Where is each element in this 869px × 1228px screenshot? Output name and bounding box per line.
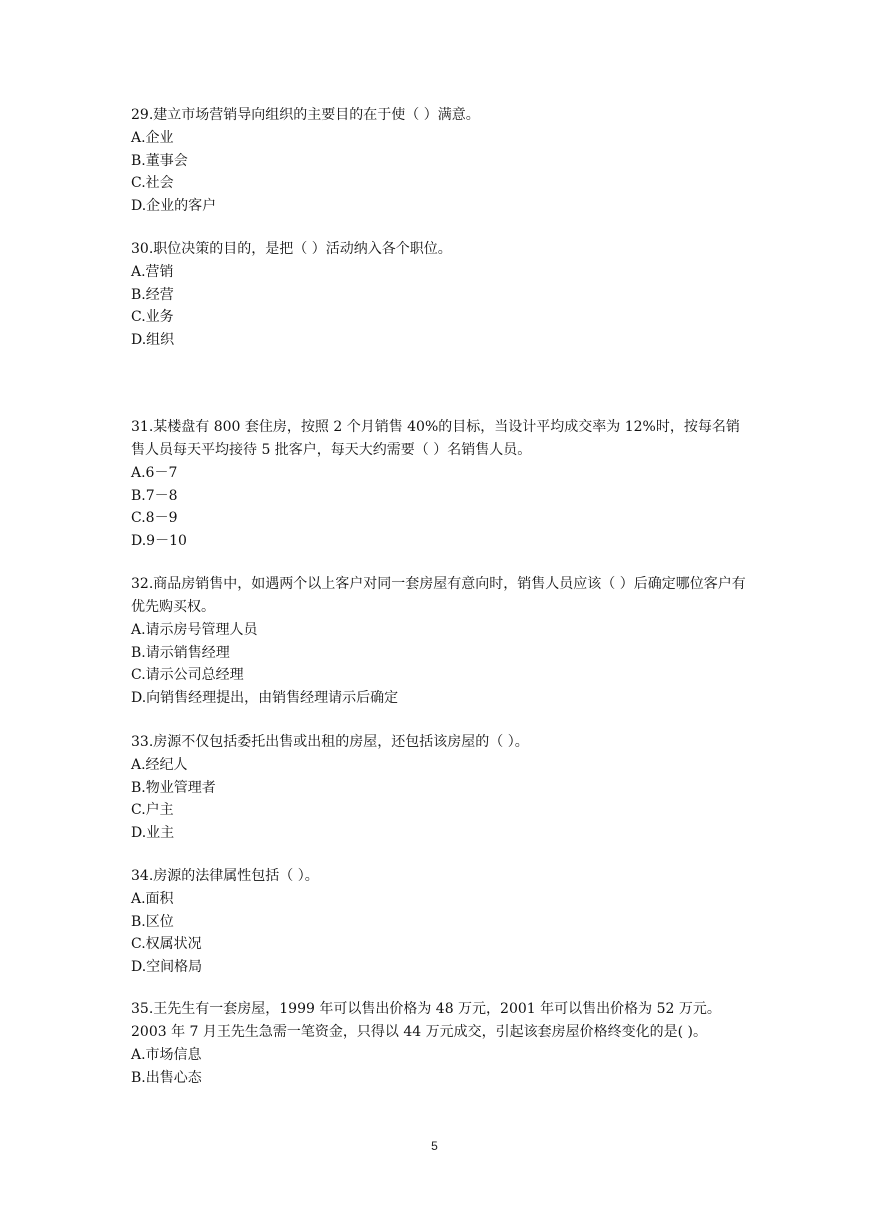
option-c: C.社会 <box>131 175 174 192</box>
option-a: A.营销 <box>131 264 174 280</box>
question-text: 35.王先生有一套房屋，1999 年可以售出价格为 48 万元，2001 年可以售出价格为 52 万元。2003 年 7 月王先生急需一笔资金，只得以 44 万元成交，引起该套房屋价格终变化的是( )。 <box>131 1001 721 1040</box>
question-text: 30.职位决策的目的，是把（ ）活动纳入各个职位。 <box>131 241 452 257</box>
option-a: A.市场信息 <box>131 1047 202 1063</box>
option-d: D.9－10 <box>131 532 187 549</box>
option-b: B.经营 <box>131 286 174 303</box>
question-text: 32.商品房销售中，如遇两个以上客户对同一套房屋有意向时，销售人员应该（ ）后确定哪位客户有优先购买权。 <box>131 576 746 615</box>
question-33 <box>131 731 751 844</box>
option-a: A.企业 <box>131 130 174 146</box>
option-d: D.企业的客户 <box>131 197 217 214</box>
question-29 <box>131 104 751 217</box>
option-b: B.请示销售经理 <box>131 644 230 661</box>
option-b: B.物业管理者 <box>131 779 216 796</box>
option-d: D.空间格局 <box>131 958 203 975</box>
option-a: A.请示房号管理人员 <box>131 622 258 638</box>
question-text: 33.房源不仅包括委托出售或出租的房屋，还包括该房屋的（ ）。 <box>131 734 529 750</box>
option-d: D.向销售经理提出，由销售经理请示后确定 <box>131 689 399 706</box>
option-c: C.请示公司总经理 <box>131 667 244 684</box>
option-c: C.业务 <box>131 309 174 326</box>
option-a: A.面积 <box>131 891 174 907</box>
option-c: C.权属状况 <box>131 936 202 953</box>
option-d: D.业主 <box>131 824 175 841</box>
question-31 <box>131 416 751 552</box>
page-number: 5 <box>431 1139 438 1153</box>
question-35 <box>131 998 751 1089</box>
option-d: D.组织 <box>131 331 175 348</box>
option-b: B.区位 <box>131 913 174 930</box>
option-b: B.7－8 <box>131 487 178 504</box>
question-32 <box>131 573 751 709</box>
question-34 <box>131 865 751 978</box>
question-text: 31.某楼盘有 800 套住房，按照 2 个月销售 40%的目标，当设计平均成交率为 12%时，按每名销售人员每天平均接待 5 批客户，每天大约需要（ ）名销售人员。 <box>131 419 740 458</box>
option-b: B.出售心态 <box>131 1069 202 1086</box>
option-a: A.经纪人 <box>131 757 188 773</box>
option-b: B.董事会 <box>131 152 188 169</box>
question-30 <box>131 238 751 351</box>
question-text: 34.房源的法律属性包括（ ）。 <box>131 868 319 884</box>
question-text: 29.建立市场营销导向组织的主要目的在于使（ ）满意。 <box>131 107 480 123</box>
option-c: C.8－9 <box>131 510 178 527</box>
option-c: C.户主 <box>131 802 174 819</box>
option-a: A.6－7 <box>131 465 178 481</box>
